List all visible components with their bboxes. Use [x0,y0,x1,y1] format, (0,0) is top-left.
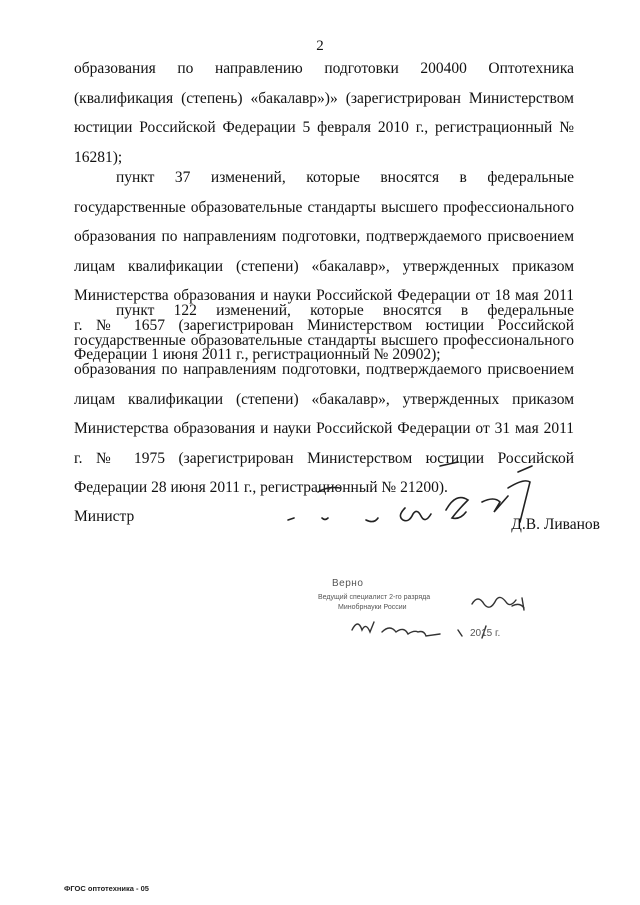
stamp-ministry-line: Минобрнауки России [338,604,407,611]
stamp-position-line: Ведущий специалист 2-го разряда [318,594,431,601]
signature-block [74,508,614,538]
page-number: 2 [316,38,324,54]
certification-stamp [318,572,528,652]
signatory-name: Д.В. Ливанов [511,516,600,533]
paragraph-3: пункт 122 изменений, которые вносятся в федеральные государственные образовательные стандарты высшего профессионального образования по направлениям подготовки, подтверждаемого присвоением лицам квалификации (степени) «бакалавр», утвержденных приказом Министерства образования и науки Российской Федерации от 31 мая 2011 г. № 1975 (зарегистрирован Министерством юстиции Российской Федерации 28 июня 2011 г., регистрационный № 21200). [74,302,574,496]
paragraph-1: образования по направлению подготовки 200400 Оптотехника (квалификация (степень) «бакалавр»)» (зарегистрирован Министерством юстиции Российской Федерации 5 февраля 2010 г., регистрационный № 16281); [74,60,574,166]
signatory-title: Министр [74,508,135,525]
stamp-year: 2015 г. [470,628,501,639]
document-footer: ФГОС оптотехника - 05 [64,884,149,893]
paragraph-2: пункт 37 изменений, которые вносятся в федеральные государственные образовательные стандарты высшего профессионального образования по направлениям подготовки, подтверждаемого присвоением лицам квалификации (степени) «бакалавр», утвержденных приказом Министерства образования и науки Российской Федерации от 18 мая 2011 г. № 1657 (зарегистрирован Министерством юстиции Российской Федерации 1 июня 2011 г., регистрационный № 20902); [74,169,574,363]
stamp-verified-label: Верно [332,578,364,589]
